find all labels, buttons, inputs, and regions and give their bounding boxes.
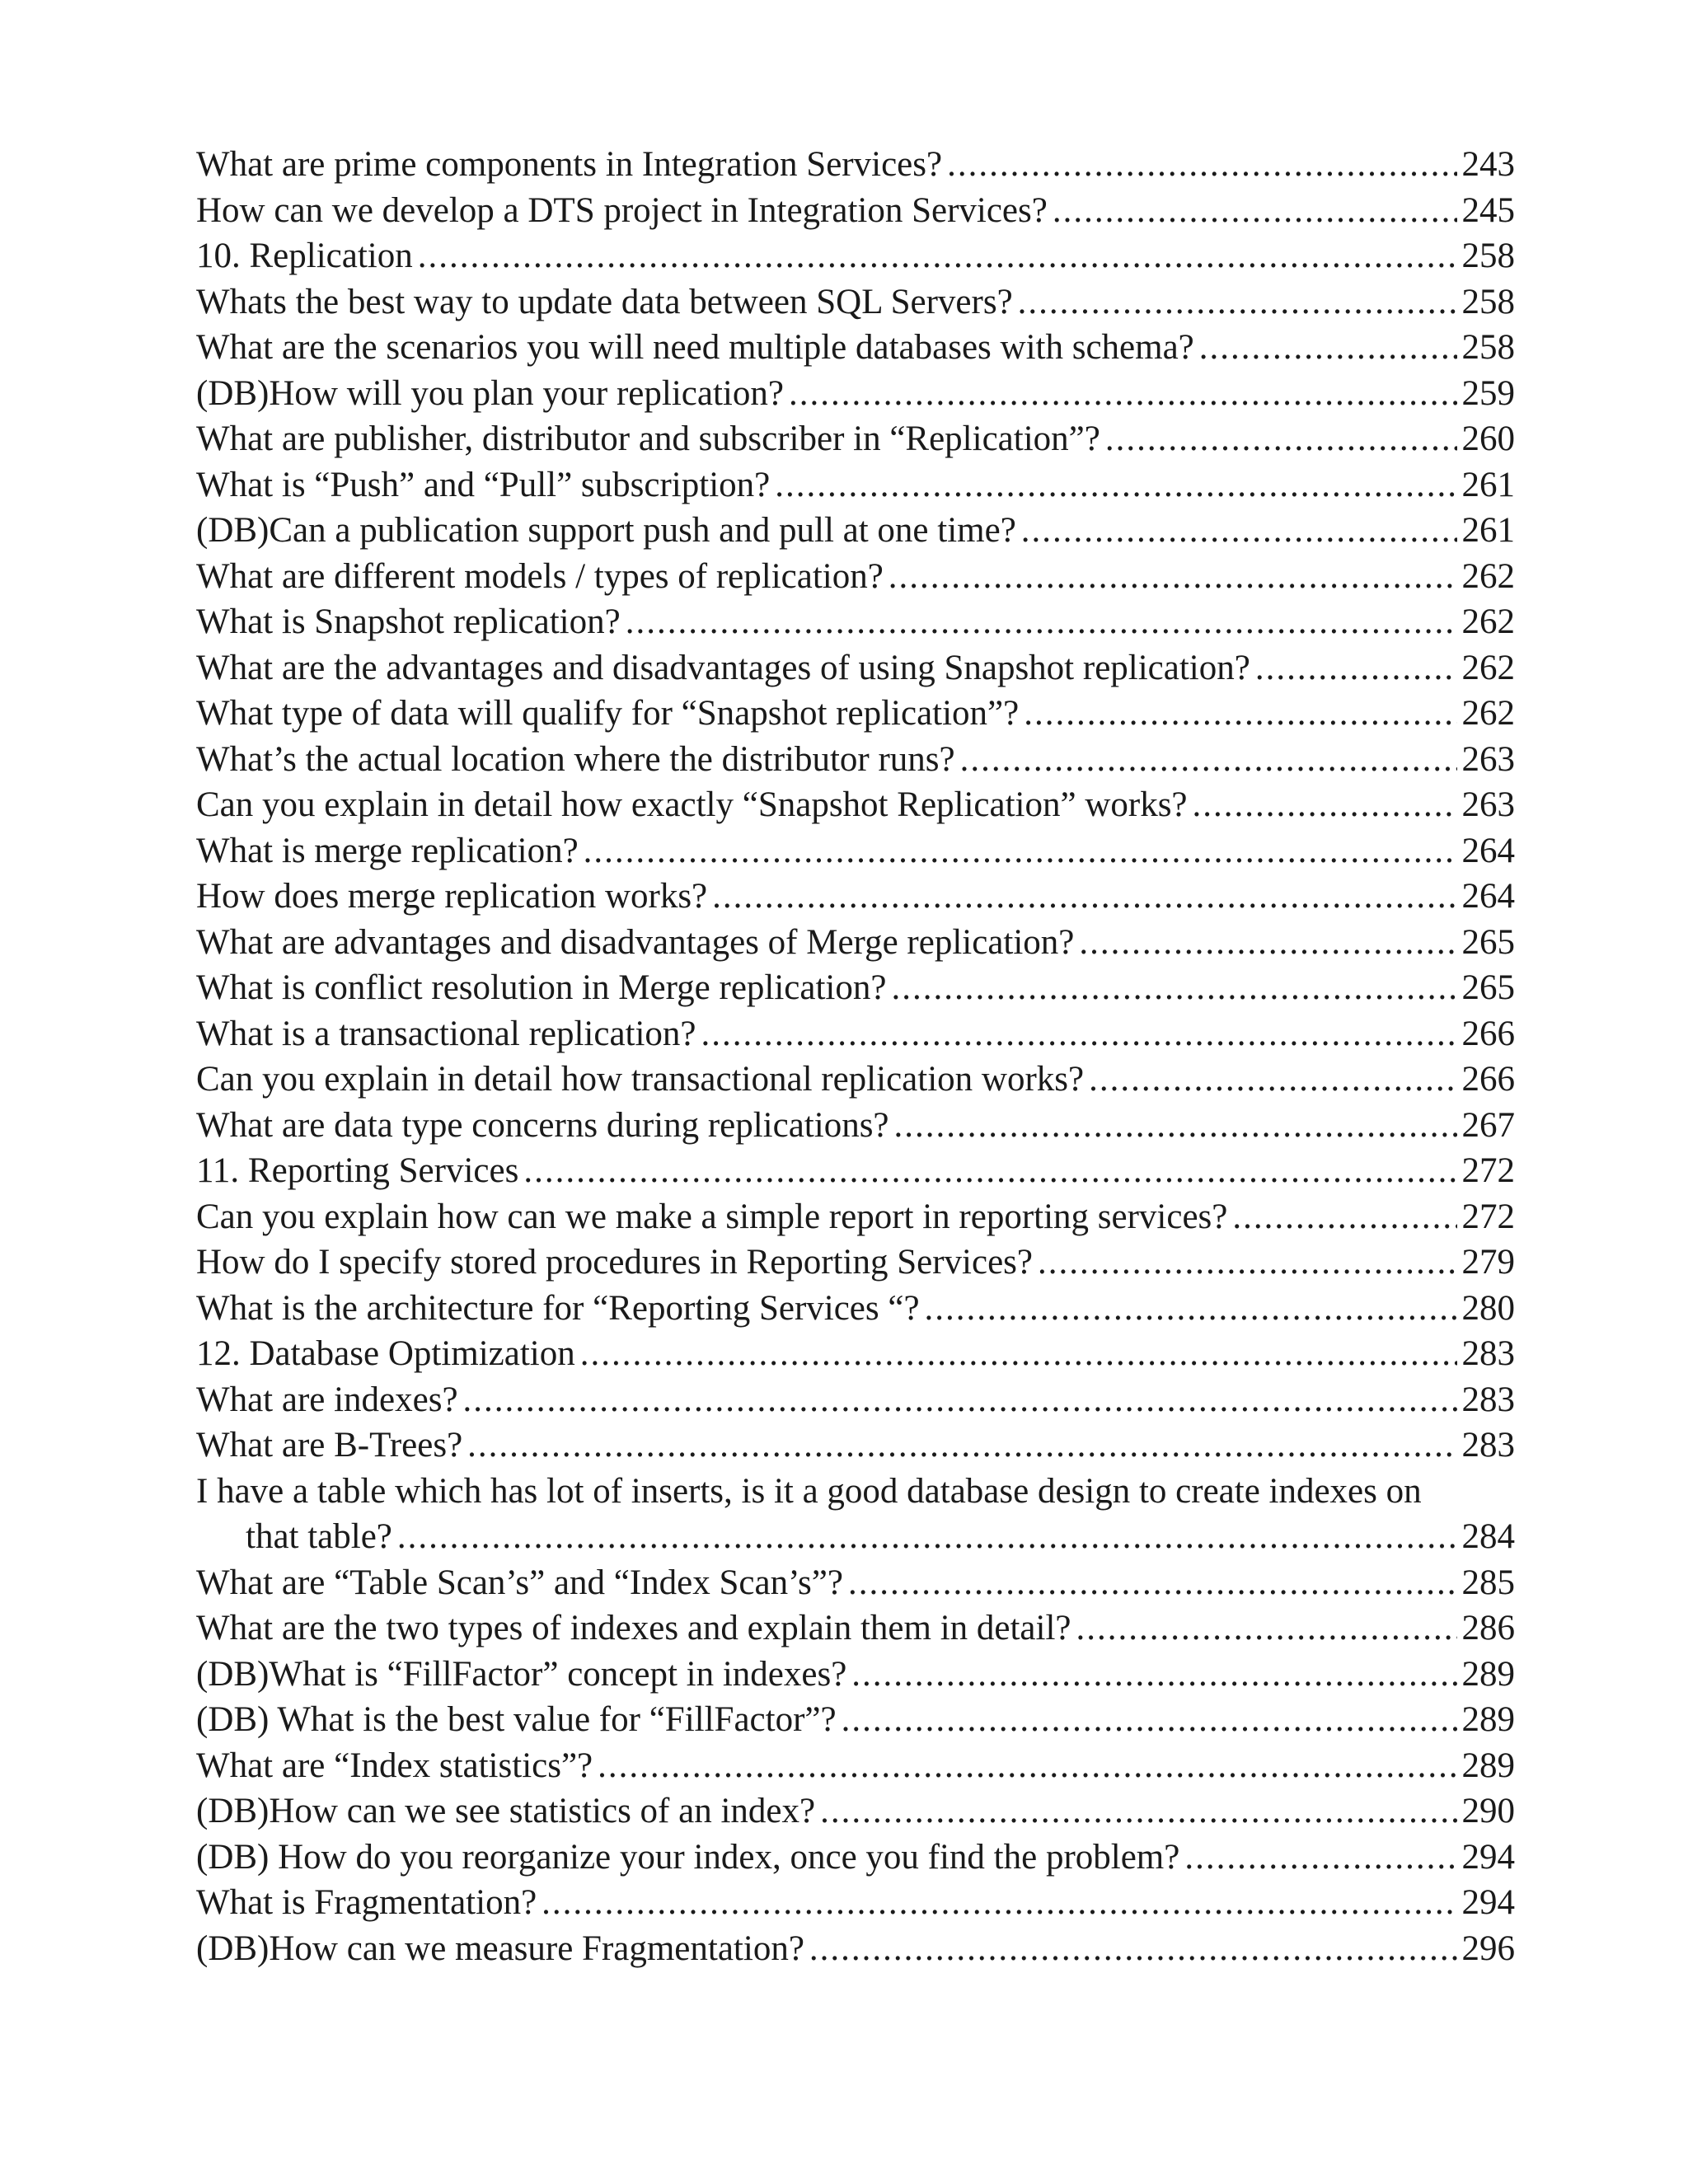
toc-leader-dots [1079,920,1456,966]
toc-entry-page: 294 [1461,1883,1515,1922]
toc-entry-title: (DB)How will you plan your replication? [196,373,784,413]
toc-leader-dots [1184,1835,1456,1881]
toc-entry[interactable] [196,1788,1515,1835]
toc-leader-dots [889,554,1457,600]
toc-leader-dots [463,1377,1457,1423]
table-of-contents [196,142,1515,1971]
toc-entry-page: 289 [1461,1700,1515,1739]
toc-entry[interactable] [196,1743,1515,1789]
toc-chapter-entry[interactable] [196,1331,1515,1377]
toc-leader-dots [418,233,1457,279]
toc-entry-page: 262 [1461,556,1515,596]
toc-entry-page: 272 [1461,1197,1515,1236]
toc-leader-dots [1021,508,1457,554]
toc-entry[interactable] [196,965,1515,1011]
toc-leader-dots [580,1331,1457,1377]
toc-entry-title: How do I specify stored procedures in Reporting Services? [196,1243,1033,1282]
toc-entry-title: Whats the best way to update data between SQL Servers? [196,282,1013,321]
toc-entry-page: 261 [1461,511,1515,550]
toc-entry[interactable] [196,1652,1515,1698]
toc-entry[interactable] [196,1240,1515,1286]
toc-entry-page: 264 [1461,877,1515,916]
toc-entry-page: 260 [1461,419,1515,458]
toc-entry-page: 258 [1461,237,1515,275]
toc-entry-page: 289 [1461,1654,1515,1694]
toc-leader-dots [1089,1057,1456,1103]
toc-entry[interactable] [196,1057,1515,1103]
toc-entry[interactable] [196,554,1515,600]
toc-leader-dots [820,1788,1456,1835]
toc-entry-title: What are different models / types of replication? [196,556,884,596]
toc-entry-page: 294 [1461,1837,1515,1877]
toc-leader-dots [523,1148,1456,1194]
toc-entry-page: 263 [1461,739,1515,779]
toc-entry[interactable] [196,462,1515,509]
toc-entry-page: 279 [1461,1243,1515,1282]
toc-entry-title: What is merge replication? [196,831,579,870]
toc-entry-title: What are data type concerns during replications? [196,1105,889,1145]
toc-entry-title: Can you explain in detail how exactly “Snapshot Replication” works? [196,785,1188,824]
toc-entry-continuation[interactable] [196,1514,1515,1560]
toc-leader-dots [1255,645,1457,691]
toc-entry-page: 265 [1461,968,1515,1007]
toc-leader-dots [842,1697,1457,1743]
toc-entry-page: 289 [1461,1746,1515,1785]
toc-entry-title: What is Snapshot replication? [196,602,621,641]
toc-leader-dots [851,1652,1456,1698]
toc-entry-first-line[interactable] [196,1469,1515,1515]
toc-entry[interactable] [196,1880,1515,1926]
toc-leader-dots [701,1011,1457,1057]
toc-entry-title: What are “Table Scan’s” and “Index Scan’s”? [196,1563,843,1602]
toc-entry[interactable] [196,599,1515,645]
toc-entry-title: What are the advantages and disadvantages of using Snapshot replication? [196,648,1250,687]
toc-entry-page: 259 [1461,373,1515,413]
toc-entry-title: What is “Push” and “Pull” subscription? [196,465,771,504]
toc-entry-page: 264 [1461,831,1515,870]
toc-entry-page: 265 [1461,922,1515,962]
toc-chapter-entry[interactable] [196,233,1515,279]
toc-entry-title: What’s the actual location where the distributor runs? [196,739,955,779]
toc-entry-page: 266 [1461,1014,1515,1053]
toc-entry-page: 266 [1461,1060,1515,1099]
toc-leader-dots [1018,279,1457,326]
toc-leader-dots [712,874,1456,920]
toc-entry[interactable] [196,645,1515,691]
toc-entry[interactable] [196,1422,1515,1469]
toc-entry-title: What are publisher, distributor and subscriber in “Replication”? [196,419,1100,458]
toc-entry-title: What is the architecture for “Reporting Services “? [196,1288,920,1328]
toc-entry[interactable] [196,782,1515,828]
toc-leader-dots [1105,416,1457,462]
toc-entry[interactable] [196,1103,1515,1149]
toc-entry-title: What is a transactional replication? [196,1014,696,1053]
toc-entry-page: 258 [1461,282,1515,321]
toc-entry-title: (DB)Can a publication support push and pull at one time? [196,511,1016,550]
toc-leader-dots [894,1103,1457,1149]
toc-entry-page: 245 [1461,190,1515,230]
toc-entry[interactable] [196,188,1515,234]
toc-entry-page: 267 [1461,1105,1515,1145]
toc-entry-page: 285 [1461,1563,1515,1602]
toc-entry[interactable] [196,1697,1515,1743]
toc-entry[interactable] [196,1560,1515,1606]
toc-entry-page: 290 [1461,1792,1515,1830]
toc-entry-title: (DB)How can we measure Fragmentation? [196,1929,804,1968]
toc-leader-dots [467,1422,1456,1469]
toc-entry-title: I have a table which has lot of inserts, is it a good database design to create indexes on [196,1471,1422,1511]
toc-entry[interactable] [196,279,1515,326]
toc-leader-dots [1024,691,1456,737]
toc-entry[interactable] [196,828,1515,874]
toc-entry-page: 296 [1461,1929,1515,1968]
toc-leader-dots [397,1514,1457,1560]
toc-entry-title: How can we develop a DTS project in Integration Services? [196,190,1048,230]
toc-entry-page: 262 [1461,648,1515,687]
toc-entry-page: 243 [1461,145,1515,184]
toc-leader-dots [1199,325,1457,371]
toc-entry-page: 286 [1461,1609,1515,1647]
toc-entry-page: 262 [1461,694,1515,733]
toc-leader-dots [925,1286,1457,1332]
toc-leader-dots [789,371,1457,417]
toc-entry[interactable] [196,691,1515,737]
toc-entry-title: Can you explain how can we make a simple report in reporting services? [196,1197,1228,1236]
toc-entry[interactable] [196,920,1515,966]
toc-entry-title: (DB)What is “FillFactor” concept in indexes? [196,1654,847,1694]
toc-entry[interactable] [196,1286,1515,1332]
toc-entry-page: 261 [1461,465,1515,504]
toc-entry-title: What are the two types of indexes and explain them in detail? [196,1609,1071,1647]
toc-leader-dots [1076,1605,1457,1652]
toc-leader-dots [960,737,1457,783]
toc-leader-dots [1232,1194,1456,1240]
toc-entry[interactable] [196,737,1515,783]
toc-entry-page: 283 [1461,1334,1515,1373]
toc-entry-page: 283 [1461,1380,1515,1419]
toc-leader-dots [1053,188,1457,234]
toc-entry-page: 272 [1461,1151,1515,1190]
toc-entry-title: Can you explain in detail how transactional replication works? [196,1060,1085,1099]
toc-leader-dots [891,965,1456,1011]
toc-leader-dots [947,142,1456,188]
toc-entry[interactable] [196,508,1515,554]
toc-leader-dots [1193,782,1457,828]
toc-entry[interactable] [196,1605,1515,1652]
toc-chapter-title: 12. Database Optimization [196,1334,575,1373]
toc-entry[interactable] [196,1194,1515,1240]
toc-entry-title: What are indexes? [196,1380,458,1419]
toc-entry-title: What is Fragmentation? [196,1883,537,1922]
toc-entry-page: 280 [1461,1288,1515,1328]
toc-entry-title: (DB) What is the best value for “FillFactor”? [196,1700,837,1739]
toc-entry[interactable] [196,371,1515,417]
toc-entry-title: What are prime components in Integration Services? [196,145,943,184]
toc-entry-page: 263 [1461,785,1515,824]
toc-chapter-title: 10. Replication [196,237,413,275]
toc-leader-dots [542,1880,1456,1926]
toc-entry-title: What are advantages and disadvantages of Merge replication? [196,922,1075,962]
toc-entry[interactable] [196,325,1515,371]
toc-entry-title: What is conflict resolution in Merge replication? [196,968,887,1007]
toc-leader-dots [848,1560,1457,1606]
toc-entry-page: 283 [1461,1426,1515,1465]
toc-entry-page: 258 [1461,328,1515,367]
toc-entry[interactable] [196,1835,1515,1881]
toc-entry-title: What are B-Trees? [196,1426,463,1465]
toc-entry-title: What are the scenarios you will need multiple databases with schema? [196,328,1194,367]
toc-leader-dots [626,599,1457,645]
toc-entry-page: 262 [1461,602,1515,641]
toc-leader-dots [598,1743,1456,1789]
toc-entry-title: What type of data will qualify for “Snapshot replication”? [196,694,1020,733]
toc-entry-title: How does merge replication works? [196,877,708,916]
toc-entry-title: What are “Index statistics”? [196,1746,593,1785]
toc-entry[interactable] [196,142,1515,188]
toc-entry[interactable] [196,416,1515,462]
toc-entry-title: (DB) How do you reorganize your index, once you find the problem? [196,1837,1180,1877]
toc-entry-page: 284 [1461,1517,1515,1556]
toc-chapter-entry[interactable] [196,1148,1515,1194]
toc-entry[interactable] [196,1926,1515,1972]
toc-entry[interactable] [196,1011,1515,1057]
toc-chapter-title: 11. Reporting Services [196,1151,519,1190]
toc-entry-title-continuation: that table? [246,1517,392,1556]
toc-leader-dots [1038,1240,1457,1286]
toc-entry-title: (DB)How can we see statistics of an index? [196,1792,816,1830]
toc-entry[interactable] [196,874,1515,920]
toc-entry[interactable] [196,1377,1515,1423]
toc-leader-dots [584,828,1457,874]
toc-leader-dots [775,462,1456,509]
toc-leader-dots [809,1926,1457,1972]
